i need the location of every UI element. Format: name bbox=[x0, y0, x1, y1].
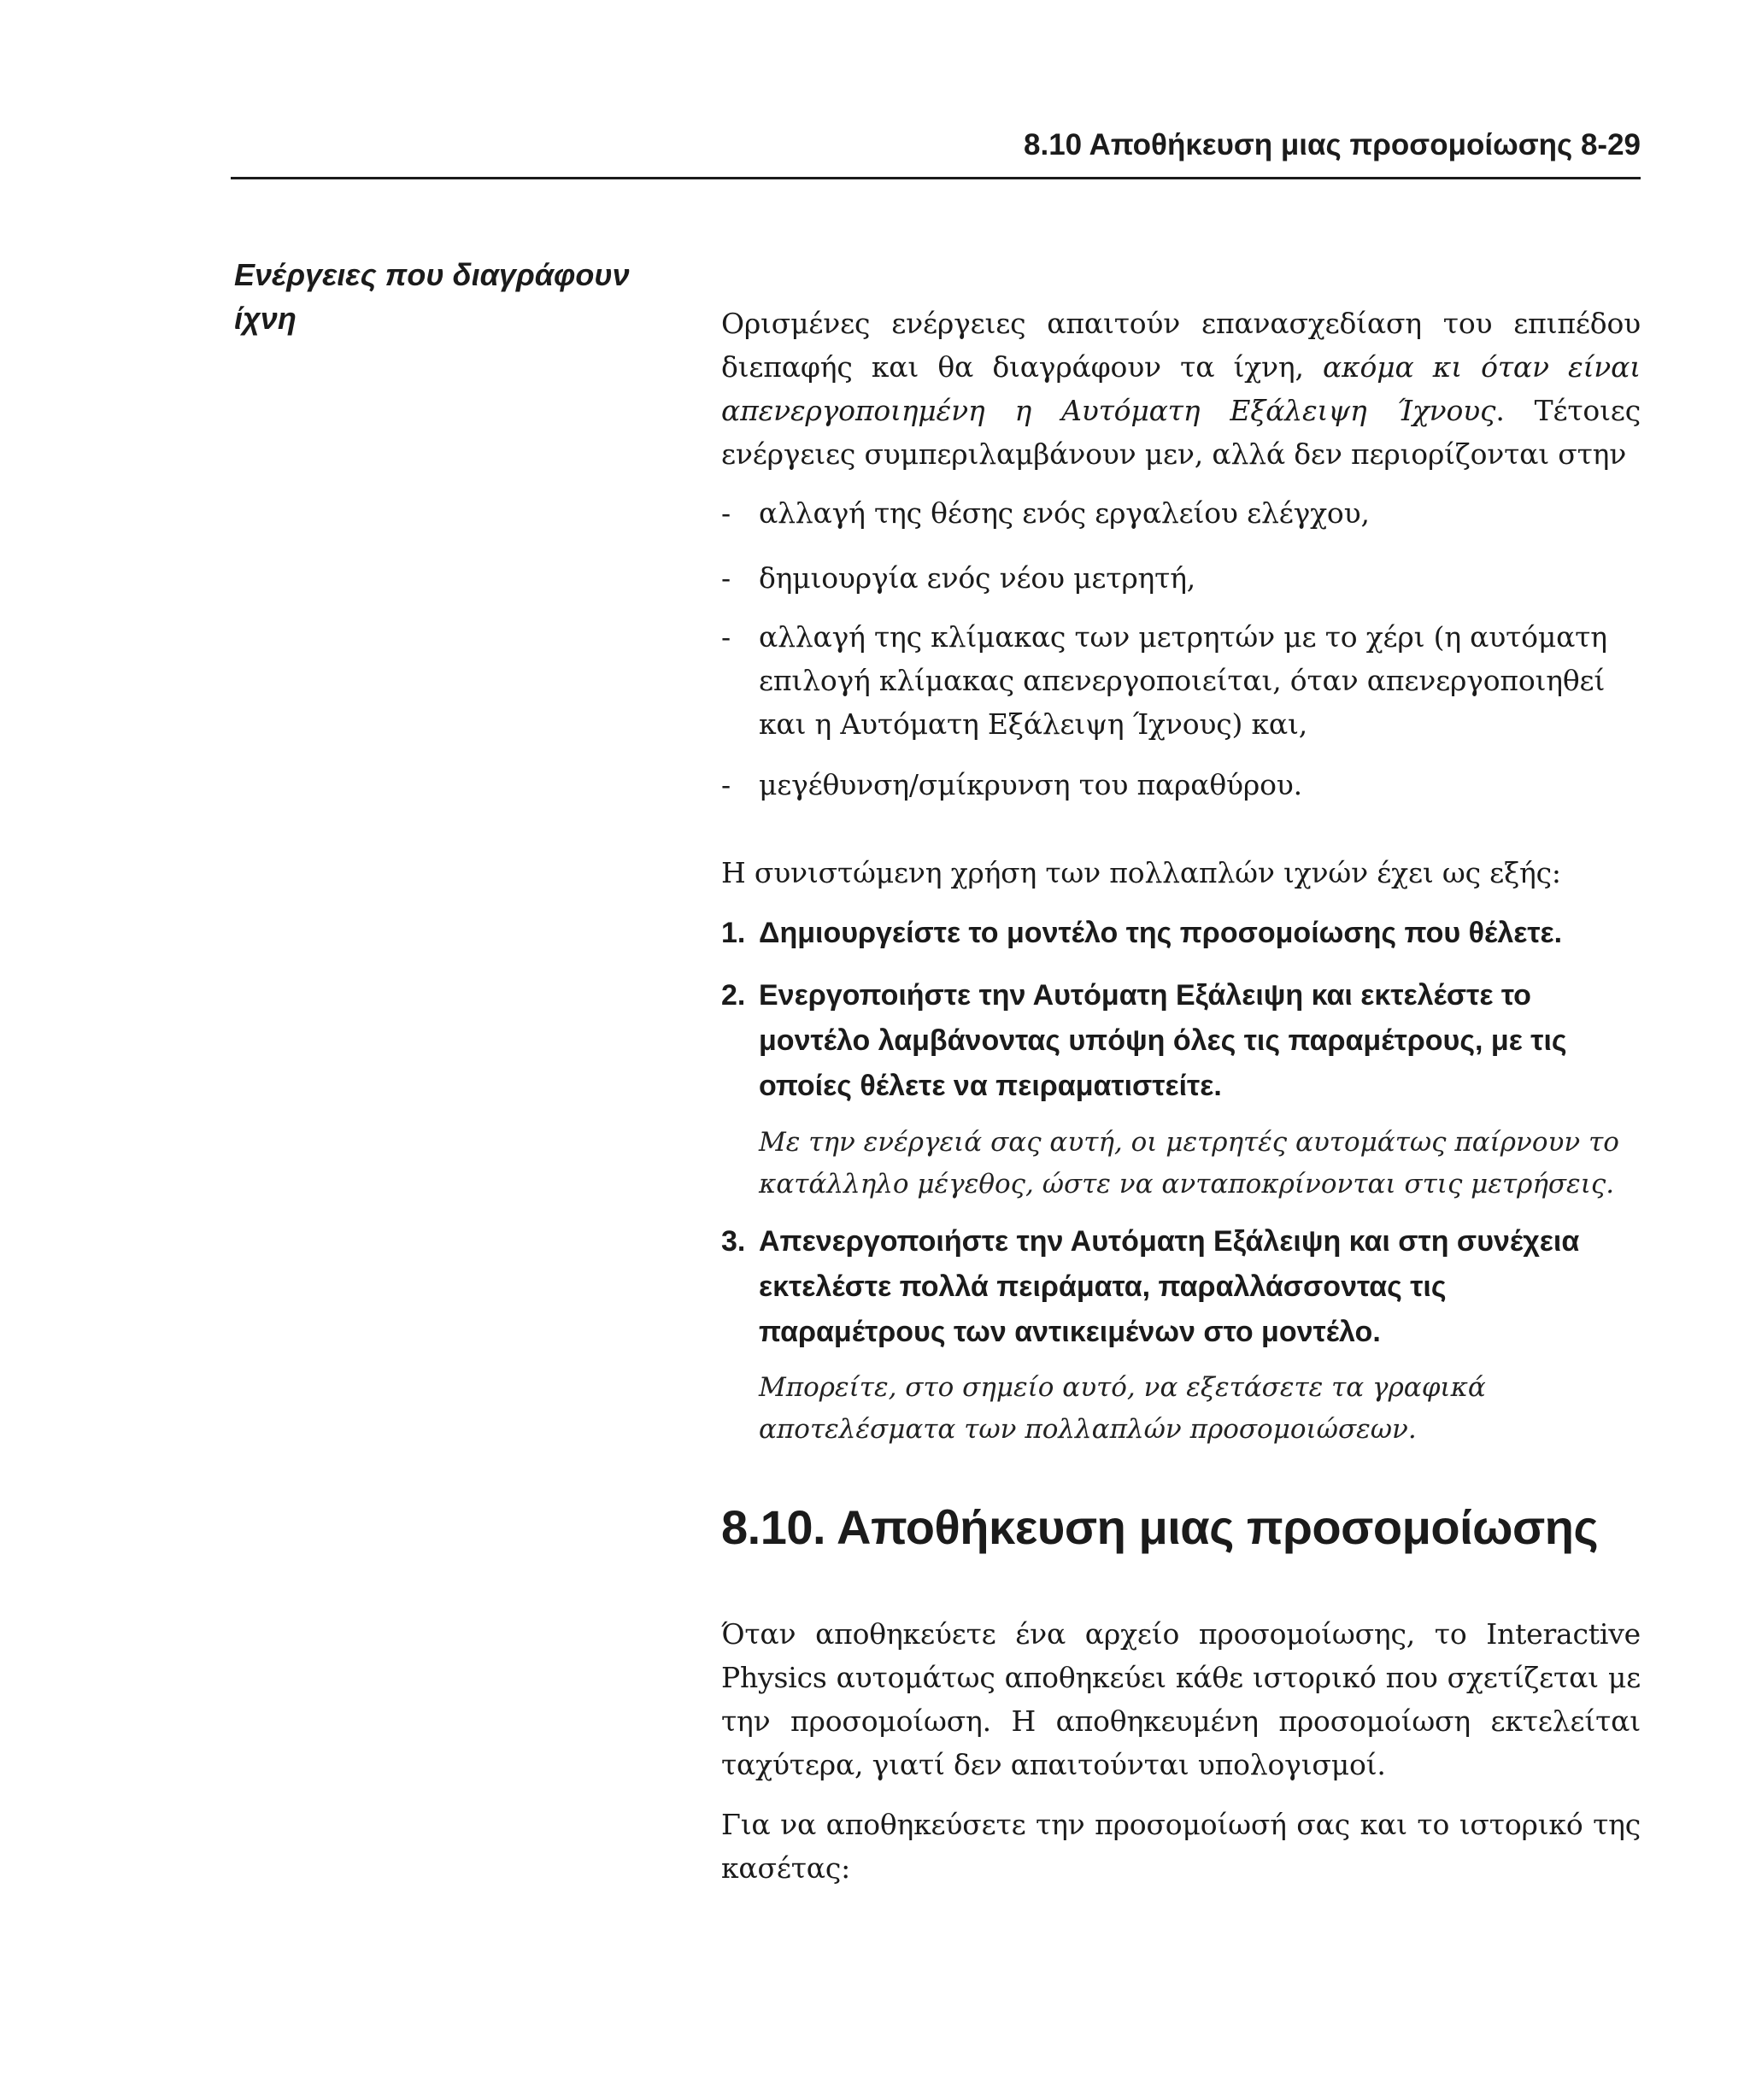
list-item bbox=[721, 491, 1641, 535]
step-text: Ενεργοποιήστε την Αυτόματη Εξάλειψη και εκτελέστε το μοντέλο λαμβάνοντας υπόψη όλες τις παραμέτρους, με τις οποίες θέλετε να πειραματιστείτε. bbox=[759, 979, 1567, 1102]
margin-heading: Ενέργειες που διαγράφουν ίχνη bbox=[234, 257, 630, 336]
list-dash: - bbox=[721, 768, 731, 801]
intro-text-1: Ορισμένες ενέργειες απαιτούν επανασχεδίαση του επιπέδου διεπαφής και θα διαγράφουν τα ίχνη, bbox=[721, 307, 1641, 384]
header-rule bbox=[231, 177, 1641, 179]
list-item-text: μεγέθυνση/σμίκρυνση του παραθύρου. bbox=[759, 768, 1302, 801]
step-text: Δημιουργείστε το μοντέλο της προσομοίωσης που θέλετε. bbox=[759, 917, 1563, 949]
step-number: 2. bbox=[721, 979, 746, 1012]
step-number: 3. bbox=[721, 1225, 746, 1258]
step-2-note: Με την ενέργειά σας αυτή, οι μετρητές αυτομάτως παίρνουν το κατάλληλο μέγεθος, ώστε να ανταποκρίνονται στις μετρήσεις. bbox=[759, 1127, 1619, 1200]
section-paragraph-1: Όταν αποθηκεύετε ένα αρχείο προσομοίωσης, το Interactive Physics αυτομάτως αποθηκεύει κάθε ιστορικό που σχετίζεται με την προσομοίωση. Η αποθηκευμένη προσομοίωση εκτελείται ταχύτερα, γιατί δεν απαιτούνται υπολογισμοί. bbox=[721, 1617, 1641, 1781]
list-item bbox=[721, 763, 1641, 807]
step-2 bbox=[721, 973, 1641, 1109]
step-1 bbox=[721, 911, 1641, 956]
step-number: 1. bbox=[721, 917, 746, 949]
step-text: Απενεργοποιήστε την Αυτόματη Εξάλειψη και στη συνέχεια εκτελέστε πολλά πειράματα, παραλλάσσοντας τις παραμέτρους των αντικειμένων στο μοντέλο. bbox=[759, 1225, 1580, 1348]
running-header-title: 8.10 Αποθήκευση μιας προσομοίωσης 8-29 bbox=[1024, 128, 1641, 161]
intro-paragraph bbox=[721, 302, 1641, 476]
step-3-note: Μπορείτε, στο σημείο αυτό, να εξετάσετε τα γραφικά αποτελέσματα των πολλαπλών προσομοιώσεων. bbox=[759, 1372, 1486, 1445]
usage-intro: Η συνιστώμενη χρήση των πολλαπλών ιχνών έχει ως εξής: bbox=[721, 856, 1561, 889]
list-dash: - bbox=[721, 561, 731, 595]
running-header bbox=[231, 125, 1641, 166]
list-item-text: δημιουργία ενός νέου μετρητή, bbox=[759, 561, 1196, 595]
list-dash: - bbox=[721, 496, 731, 530]
list-dash: - bbox=[721, 620, 731, 654]
section-paragraph-2: Για να αποθηκεύσετε την προσομοίωσή σας και το ιστορικό της κασέτας: bbox=[721, 1808, 1641, 1885]
list-item-text: αλλαγή της κλίμακας των μετρητών με το χέρι (η αυτόματη επιλογή κλίμακας απενεργοποιείται, όταν απενεργοποιηθεί και η Αυτόματη Εξάλειψη Ίχνους) και, bbox=[759, 620, 1607, 741]
list-item bbox=[721, 556, 1641, 600]
list-item-text: αλλαγή της θέσης ενός εργαλείου ελέγχου, bbox=[759, 496, 1370, 530]
list-item bbox=[721, 615, 1641, 746]
intro-text-3: . Τέτοιες ενέργειες συμπεριλαμβάνουν μεν, αλλά δεν περιορίζονται στην bbox=[721, 394, 1641, 471]
step-3 bbox=[721, 1219, 1641, 1355]
intro-text-italic: ακόμα κι όταν είναι απενεργοποιημένη η Αυτόματη Εξάλειψη Ίχνους bbox=[721, 350, 1641, 427]
section-title: 8.10. Αποθήκευση μιας προσομοίωσης bbox=[721, 1500, 1599, 1554]
